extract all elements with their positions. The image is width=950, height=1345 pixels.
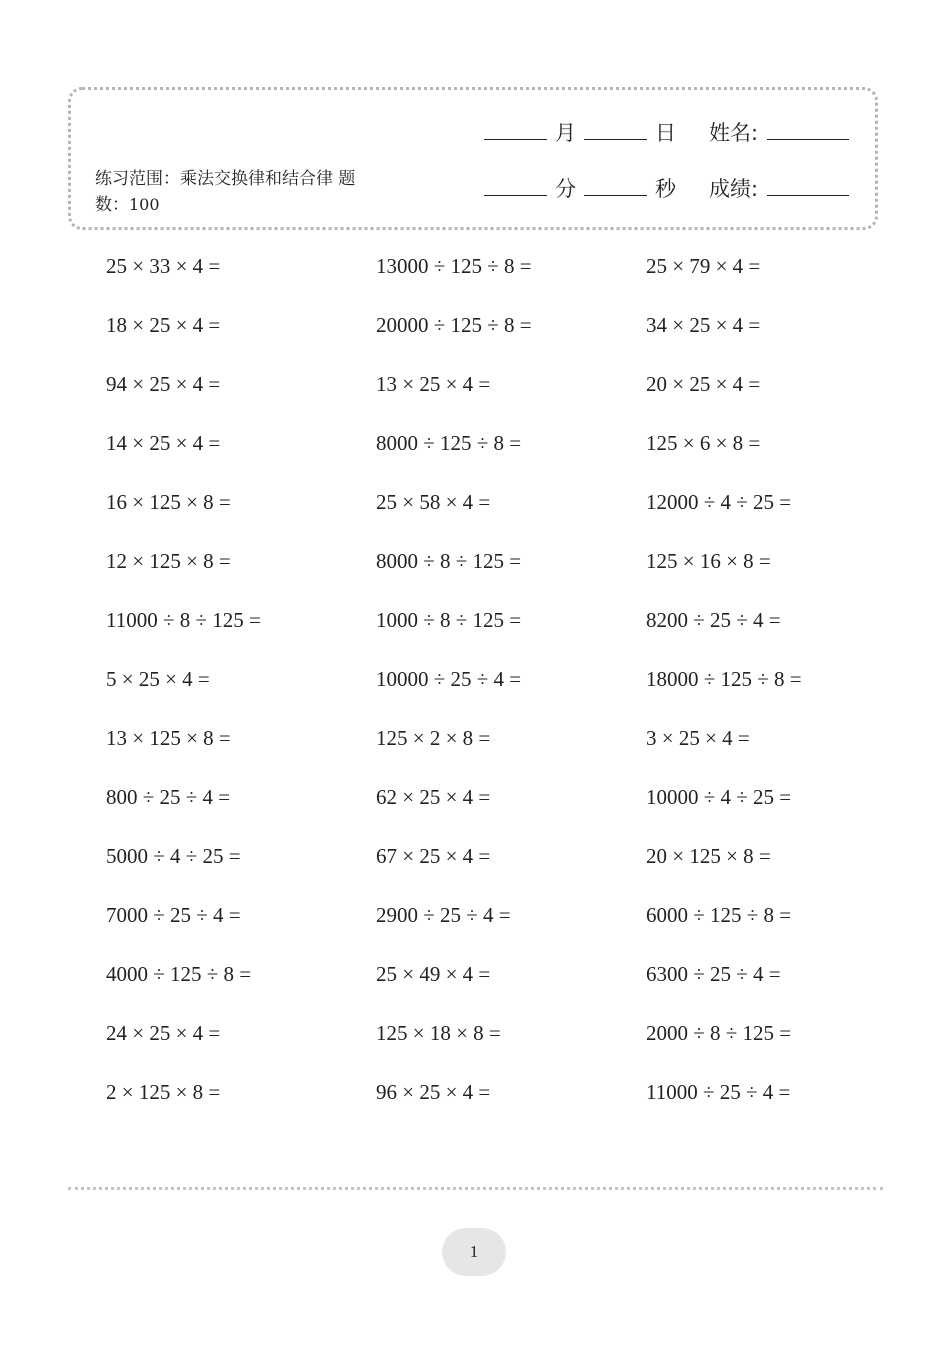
minute-label: 分 bbox=[555, 177, 576, 201]
problem-item: 18000 ÷ 125 ÷ 8 = bbox=[646, 667, 802, 691]
day-blank[interactable] bbox=[584, 139, 647, 140]
problem-item: 2 × 125 × 8 = bbox=[106, 1080, 221, 1104]
scope-text: 练习范围：乘法交换律和结合律 bbox=[95, 169, 333, 189]
problem-item: 800 ÷ 25 ÷ 4 = bbox=[106, 785, 231, 809]
problem-item: 11000 ÷ 25 ÷ 4 = bbox=[646, 1080, 791, 1104]
problem-item: 1000 ÷ 8 ÷ 125 = bbox=[376, 608, 522, 632]
problem-item: 25 × 79 × 4 = bbox=[646, 254, 761, 278]
name-label: 姓名: bbox=[709, 121, 759, 145]
problem-item: 13000 ÷ 125 ÷ 8 = bbox=[376, 254, 532, 278]
problem-item: 6300 ÷ 25 ÷ 4 = bbox=[646, 962, 781, 986]
problem-item: 2000 ÷ 8 ÷ 125 = bbox=[646, 1021, 792, 1045]
problem-item: 5 × 25 × 4 = bbox=[106, 667, 210, 691]
problem-item: 3 × 25 × 4 = bbox=[646, 726, 750, 750]
problem-item: 8200 ÷ 25 ÷ 4 = bbox=[646, 608, 781, 632]
problem-item: 13 × 25 × 4 = bbox=[376, 372, 491, 396]
problem-item: 11000 ÷ 8 ÷ 125 = bbox=[106, 608, 261, 632]
problem-item: 4000 ÷ 125 ÷ 8 = bbox=[106, 962, 252, 986]
problem-item: 7000 ÷ 25 ÷ 4 = bbox=[106, 903, 241, 927]
problem-item: 2900 ÷ 25 ÷ 4 = bbox=[376, 903, 511, 927]
problem-item: 125 × 18 × 8 = bbox=[376, 1021, 501, 1045]
problem-item: 10000 ÷ 4 ÷ 25 = bbox=[646, 785, 792, 809]
problem-item: 20 × 125 × 8 = bbox=[646, 844, 771, 868]
footer-divider bbox=[68, 1187, 883, 1190]
problem-item: 125 × 16 × 8 = bbox=[646, 549, 771, 573]
problem-item: 20000 ÷ 125 ÷ 8 = bbox=[376, 313, 532, 337]
problem-item: 20 × 25 × 4 = bbox=[646, 372, 761, 396]
problem-item: 94 × 25 × 4 = bbox=[106, 372, 221, 396]
problem-item: 14 × 25 × 4 = bbox=[106, 431, 221, 455]
problem-item: 16 × 125 × 8 = bbox=[106, 490, 231, 514]
problem-item: 6000 ÷ 125 ÷ 8 = bbox=[646, 903, 792, 927]
problem-item: 96 × 25 × 4 = bbox=[376, 1080, 491, 1104]
problem-item: 25 × 33 × 4 = bbox=[106, 254, 221, 278]
day-label: 日 bbox=[655, 121, 676, 145]
problem-count-label: 题数： bbox=[95, 169, 356, 215]
month-label: 月 bbox=[555, 121, 576, 145]
problem-item: 12 × 125 × 8 = bbox=[106, 549, 231, 573]
problem-item: 25 × 58 × 4 = bbox=[376, 490, 491, 514]
problem-item: 18 × 25 × 4 = bbox=[106, 313, 221, 337]
score-label: 成绩: bbox=[709, 177, 759, 201]
problem-item: 125 × 6 × 8 = bbox=[646, 431, 761, 455]
problem-item: 10000 ÷ 25 ÷ 4 = bbox=[376, 667, 522, 691]
name-blank[interactable] bbox=[767, 139, 849, 140]
practice-scope bbox=[95, 167, 365, 218]
problem-item: 62 × 25 × 4 = bbox=[376, 785, 491, 809]
problem-item: 12000 ÷ 4 ÷ 25 = bbox=[646, 490, 792, 514]
second-blank[interactable] bbox=[584, 195, 647, 196]
problem-item: 34 × 25 × 4 = bbox=[646, 313, 761, 337]
problem-item: 5000 ÷ 4 ÷ 25 = bbox=[106, 844, 241, 868]
minute-blank[interactable] bbox=[484, 195, 547, 196]
month-blank[interactable] bbox=[484, 139, 547, 140]
problem-item: 8000 ÷ 8 ÷ 125 = bbox=[376, 549, 522, 573]
problem-item: 25 × 49 × 4 = bbox=[376, 962, 491, 986]
problem-item: 13 × 125 × 8 = bbox=[106, 726, 231, 750]
problem-item: 8000 ÷ 125 ÷ 8 = bbox=[376, 431, 522, 455]
problem-item: 67 × 25 × 4 = bbox=[376, 844, 491, 868]
page-number: 1 bbox=[442, 1228, 506, 1276]
score-blank[interactable] bbox=[767, 195, 849, 196]
problem-item: 125 × 2 × 8 = bbox=[376, 726, 491, 750]
second-label: 秒 bbox=[655, 177, 676, 201]
problem-count-value: 100 bbox=[129, 195, 160, 214]
problem-item: 24 × 25 × 4 = bbox=[106, 1021, 221, 1045]
